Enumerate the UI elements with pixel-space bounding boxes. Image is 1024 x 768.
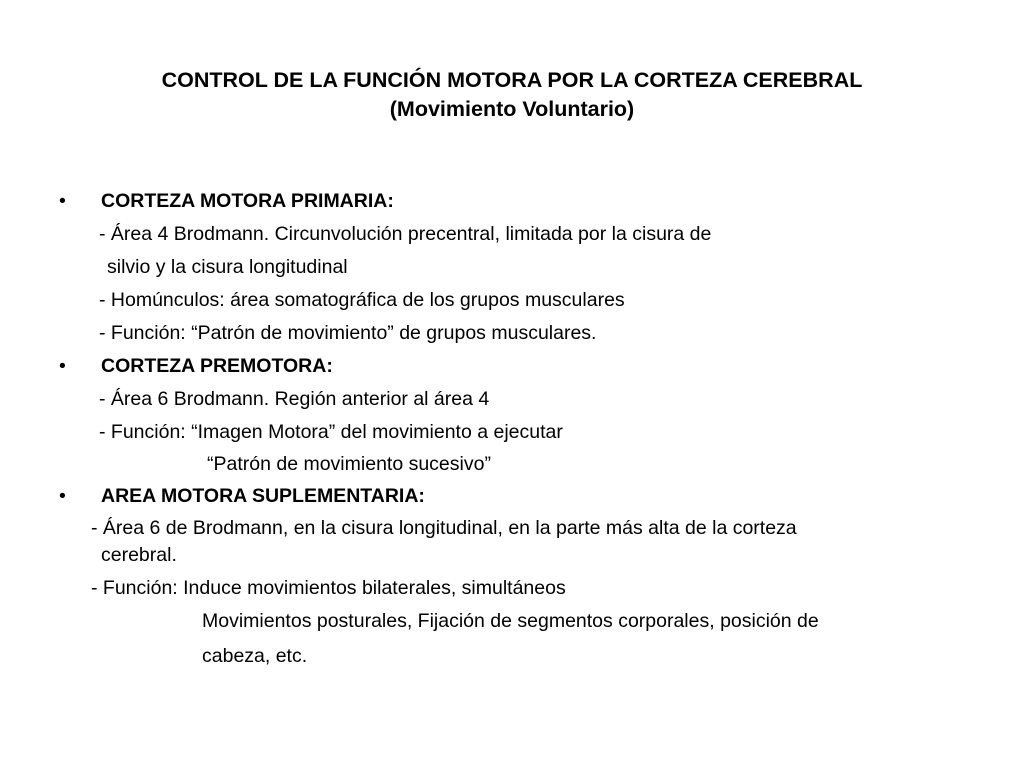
section-1-line-4: - Función: “Patrón de movimiento” de grupos musculares.	[99, 322, 597, 344]
section-3-line-4: Movimientos posturales, Fijación de segmentos corporales, posición de	[202, 610, 819, 632]
section-heading-supplementary-motor-area: AREA MOTORA SUPLEMENTARIA:	[101, 485, 425, 507]
title-line-1: CONTROL DE LA FUNCIÓN MOTORA POR LA CORTEZA CEREBRAL	[161, 68, 863, 92]
bullet-2: •	[59, 355, 66, 377]
section-1-line-3: - Homúnculos: área somatográfica de los grupos musculares	[99, 289, 625, 311]
section-2-line-1: - Área 6 Brodmann. Región anterior al área 4	[99, 388, 490, 410]
section-3-line-2: cerebral.	[101, 544, 177, 566]
bullet-1: •	[59, 190, 66, 212]
section-3-line-3: - Función: Induce movimientos bilaterales, simultáneos	[91, 577, 566, 599]
section-1-line-1: - Área 4 Brodmann. Circunvolución precentral, limitada por la cisura de	[99, 223, 712, 245]
section-3-line-1: - Área 6 de Brodmann, en la cisura longitudinal, en la parte más alta de la corteza	[91, 517, 797, 539]
bullet-3: •	[59, 485, 66, 507]
slide-title	[0, 66, 1024, 124]
section-heading-primary-motor-cortex: CORTEZA MOTORA PRIMARIA:	[101, 190, 394, 212]
title-line-2: (Movimiento Voluntario)	[389, 97, 635, 121]
section-3-line-5: cabeza, etc.	[202, 645, 308, 667]
section-2-line-2: - Función: “Imagen Motora” del movimiento a ejecutar	[99, 421, 563, 443]
section-2-line-3: “Patrón de movimiento sucesivo”	[207, 453, 491, 475]
section-heading-premotor-cortex: CORTEZA PREMOTORA:	[101, 355, 333, 377]
section-1-line-2: silvio y la cisura longitudinal	[107, 256, 348, 278]
